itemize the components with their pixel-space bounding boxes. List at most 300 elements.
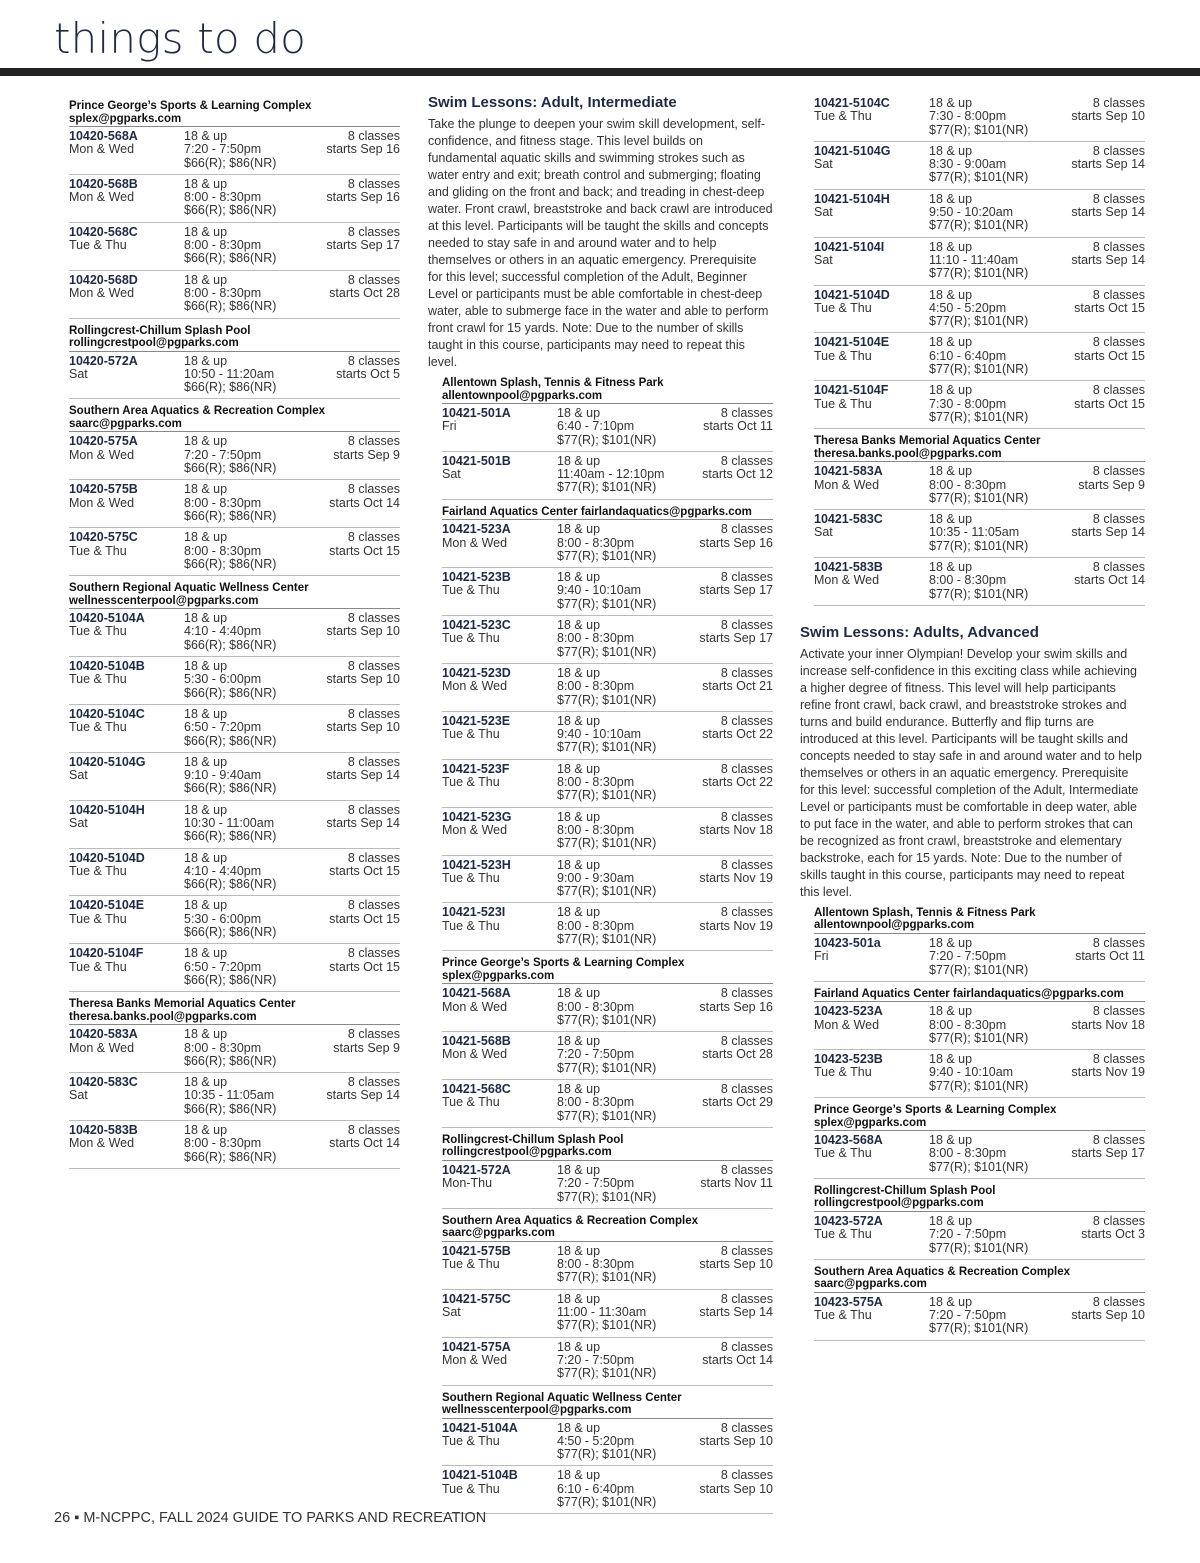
class-fee: $77(R); $101(NR) bbox=[557, 1012, 657, 1027]
class-row bbox=[69, 705, 400, 753]
class-count: 8 classes bbox=[347, 530, 400, 545]
class-days: Tue & Thu bbox=[814, 1308, 872, 1323]
class-days: Tue & Thu bbox=[814, 300, 872, 315]
class-row bbox=[69, 271, 400, 319]
class-days: Sat bbox=[69, 815, 88, 830]
class-spacer bbox=[814, 1242, 929, 1255]
class-days: Mon & Wed bbox=[814, 573, 880, 588]
class-code: 10421-568B bbox=[442, 1034, 511, 1049]
class-age: 18 & up bbox=[929, 1133, 973, 1148]
venue-line: Fairland Aquatics Center fairlandaquatics@pgparks.com bbox=[442, 505, 752, 518]
class-fee: $77(R); $101(NR) bbox=[557, 596, 657, 611]
class-age: 18 & up bbox=[557, 1034, 601, 1049]
class-days: Mon & Wed bbox=[69, 285, 135, 300]
class-spacer bbox=[69, 974, 184, 987]
class-start: starts Oct 15 bbox=[1074, 348, 1145, 363]
class-time: 5:30 - 6:00pm bbox=[184, 672, 262, 687]
class-spacer bbox=[814, 588, 929, 601]
class-days: Tue & Thu bbox=[442, 1095, 500, 1110]
class-time: 4:50 - 5:20pm bbox=[929, 300, 1007, 315]
class-time: 9:40 - 10:10am bbox=[929, 1065, 1014, 1080]
class-time: 8:00 - 8:30pm bbox=[929, 1017, 1007, 1032]
venue-line: theresa.banks.pool@pgparks.com bbox=[69, 1010, 257, 1023]
class-code: 10420-568B bbox=[69, 176, 138, 191]
class-start: starts Sep 14 bbox=[1071, 157, 1145, 172]
class-age: 18 & up bbox=[557, 1339, 601, 1354]
class-start: starts Oct 22 bbox=[702, 775, 773, 790]
class-time: 7:20 - 7:50pm bbox=[184, 142, 262, 157]
class-spacer bbox=[69, 687, 184, 700]
venue-header bbox=[442, 1392, 773, 1419]
class-fee: $77(R); $101(NR) bbox=[929, 218, 1029, 233]
class-row bbox=[69, 849, 400, 897]
class-age: 18 & up bbox=[929, 935, 973, 950]
class-fee: $77(R); $101(NR) bbox=[557, 692, 657, 707]
venue-header bbox=[814, 988, 1145, 1003]
class-code: 10420-583C bbox=[69, 1075, 138, 1090]
page-title: things to do bbox=[54, 14, 307, 63]
class-start: starts Nov 19 bbox=[699, 870, 773, 885]
class-spacer bbox=[814, 1032, 929, 1045]
venue-block bbox=[442, 1215, 773, 1386]
class-fee: $77(R); $101(NR) bbox=[929, 409, 1029, 424]
class-time: 8:00 - 8:30pm bbox=[184, 190, 262, 205]
class-start: starts Sep 10 bbox=[326, 624, 400, 639]
class-start: starts Oct 11 bbox=[703, 419, 773, 434]
class-row bbox=[814, 1212, 1145, 1260]
class-start: starts Oct 3 bbox=[1081, 1227, 1145, 1242]
class-age: 18 & up bbox=[557, 522, 601, 537]
class-time: 7:30 - 8:00pm bbox=[929, 109, 1007, 124]
class-time: 8:30 - 9:00am bbox=[929, 157, 1007, 172]
class-row bbox=[814, 510, 1145, 558]
venue-block bbox=[69, 998, 400, 1169]
class-fee: $66(R); $86(NR) bbox=[184, 251, 277, 266]
venue-header bbox=[814, 435, 1145, 462]
class-spacer bbox=[69, 510, 184, 523]
class-count: 8 classes bbox=[347, 224, 400, 239]
class-age: 18 & up bbox=[929, 1213, 973, 1228]
venue-header bbox=[814, 1185, 1145, 1212]
class-time: 10:30 - 11:00am bbox=[184, 815, 275, 830]
class-time: 8:00 - 8:30pm bbox=[184, 1040, 262, 1055]
class-time: 8:00 - 8:30pm bbox=[557, 918, 635, 933]
class-time: 8:00 - 8:30pm bbox=[557, 1095, 635, 1110]
class-row bbox=[814, 286, 1145, 334]
class-code: 10421-5104A bbox=[442, 1420, 518, 1435]
class-start: starts Oct 14 bbox=[702, 1352, 773, 1367]
class-start: starts Oct 14 bbox=[329, 1136, 400, 1151]
venue-line: Fairland Aquatics Center fairlandaquatics@pgparks.com bbox=[814, 987, 1124, 1000]
class-fee: $66(R); $86(NR) bbox=[184, 461, 277, 476]
class-time: 7:20 - 7:50pm bbox=[929, 1308, 1007, 1323]
class-code: 10423-523B bbox=[814, 1052, 883, 1067]
class-fee: $77(R); $101(NR) bbox=[929, 1240, 1029, 1255]
class-days: Tue & Thu bbox=[442, 631, 500, 646]
class-count: 8 classes bbox=[347, 802, 400, 817]
class-count: 8 classes bbox=[1092, 512, 1145, 527]
class-start: starts Oct 15 bbox=[329, 543, 400, 558]
class-spacer bbox=[814, 363, 929, 376]
class-time: 7:20 - 7:50pm bbox=[929, 949, 1007, 964]
class-fee: $77(R); $101(NR) bbox=[929, 266, 1029, 281]
class-count: 8 classes bbox=[1092, 1213, 1145, 1228]
class-time: 9:10 - 9:40am bbox=[184, 768, 262, 783]
class-spacer bbox=[69, 782, 184, 795]
class-time: 6:50 - 7:20pm bbox=[184, 959, 262, 974]
class-days: Tue & Thu bbox=[442, 775, 500, 790]
class-start: starts Oct 21 bbox=[702, 679, 773, 694]
class-age: 18 & up bbox=[557, 1468, 601, 1483]
class-spacer bbox=[814, 1161, 929, 1174]
class-code: 10421-583A bbox=[814, 464, 883, 479]
class-days: Tue & Thu bbox=[69, 238, 127, 253]
class-fee: $77(R); $101(NR) bbox=[557, 1366, 657, 1381]
class-start: starts Oct 15 bbox=[1074, 300, 1145, 315]
class-start: starts Oct 28 bbox=[329, 285, 400, 300]
class-spacer bbox=[442, 434, 557, 447]
venue-header bbox=[69, 405, 400, 432]
class-age: 18 & up bbox=[184, 802, 228, 817]
class-days: Tue & Thu bbox=[442, 1257, 500, 1272]
class-code: 10421-5104G bbox=[814, 143, 891, 158]
class-count: 8 classes bbox=[720, 522, 773, 537]
class-spacer bbox=[814, 219, 929, 232]
class-days: Tue & Thu bbox=[814, 109, 872, 124]
class-start: starts Oct 15 bbox=[329, 911, 400, 926]
class-listing-intermediate-continued bbox=[814, 94, 1145, 606]
class-count: 8 classes bbox=[720, 713, 773, 728]
class-code: 10421-523A bbox=[442, 522, 511, 537]
class-count: 8 classes bbox=[347, 898, 400, 913]
class-fee: $77(R); $101(NR) bbox=[557, 1495, 657, 1510]
class-spacer bbox=[442, 1014, 557, 1027]
class-start: starts Sep 10 bbox=[326, 672, 400, 687]
class-fee: $77(R); $101(NR) bbox=[929, 1321, 1029, 1336]
page-footer: 26 ▪ M-NCPPC, FALL 2024 GUIDE TO PARKS AND RECREATION bbox=[54, 1510, 487, 1526]
class-time: 7:20 - 7:50pm bbox=[557, 1176, 635, 1191]
class-time: 8:00 - 8:30pm bbox=[184, 543, 262, 558]
class-code: 10421-523E bbox=[442, 713, 511, 728]
class-age: 18 & up bbox=[184, 224, 228, 239]
class-time: 6:10 - 6:40pm bbox=[929, 348, 1007, 363]
class-age: 18 & up bbox=[184, 706, 228, 721]
class-days: Mon & Wed bbox=[69, 447, 135, 462]
class-fee: $77(R); $101(NR) bbox=[557, 1318, 657, 1333]
class-count: 8 classes bbox=[347, 272, 400, 287]
venue-header bbox=[69, 582, 400, 609]
class-row bbox=[442, 404, 773, 452]
venue-block bbox=[814, 988, 1145, 1098]
class-age: 18 & up bbox=[929, 96, 973, 110]
class-code: 10423-575A bbox=[814, 1294, 883, 1309]
venue-line: Allentown Splash, Tennis & Fitness Park bbox=[442, 377, 664, 389]
class-time: 6:50 - 7:20pm bbox=[184, 720, 262, 735]
class-time: 8:00 - 8:30pm bbox=[557, 775, 635, 790]
class-listing-advanced bbox=[814, 907, 1145, 1341]
class-count: 8 classes bbox=[1092, 96, 1145, 110]
class-age: 18 & up bbox=[557, 809, 601, 824]
class-code: 10421-5104C bbox=[814, 96, 890, 110]
class-count: 8 classes bbox=[347, 176, 400, 191]
class-row bbox=[814, 462, 1145, 510]
venue-line: Prince George’s Sports & Learning Complex bbox=[442, 957, 685, 970]
class-start: starts Sep 17 bbox=[699, 631, 773, 646]
venue-line: Prince George’s Sports & Learning Complex bbox=[814, 1104, 1057, 1117]
class-code: 10420-575C bbox=[69, 530, 138, 545]
class-days: Sat bbox=[69, 768, 88, 783]
class-age: 18 & up bbox=[557, 665, 601, 680]
class-fee: $77(R); $101(NR) bbox=[557, 932, 657, 946]
class-count: 8 classes bbox=[720, 1339, 773, 1354]
venue-block bbox=[814, 435, 1145, 606]
class-spacer bbox=[69, 300, 184, 313]
class-spacer bbox=[69, 462, 184, 475]
venue-header bbox=[442, 957, 773, 984]
class-spacer bbox=[442, 1062, 557, 1075]
class-time: 8:00 - 8:30pm bbox=[929, 1146, 1007, 1161]
class-count: 8 classes bbox=[720, 809, 773, 824]
class-days: Tue & Thu bbox=[69, 863, 127, 878]
class-time: 6:40 - 7:10pm bbox=[557, 419, 635, 434]
class-row bbox=[442, 1338, 773, 1386]
class-time: 8:00 - 8:30pm bbox=[929, 573, 1007, 588]
class-spacer bbox=[442, 550, 557, 563]
class-count: 8 classes bbox=[347, 434, 400, 449]
class-days: Mon & Wed bbox=[814, 1017, 880, 1032]
class-start: starts Sep 17 bbox=[699, 583, 773, 598]
class-time: 8:00 - 8:30pm bbox=[929, 477, 1007, 492]
class-days: Mon & Wed bbox=[442, 1047, 508, 1062]
class-spacer bbox=[814, 411, 929, 424]
class-age: 18 & up bbox=[929, 143, 973, 158]
venue-header bbox=[442, 1134, 773, 1161]
class-row bbox=[442, 903, 773, 951]
class-count: 8 classes bbox=[347, 482, 400, 497]
class-row bbox=[442, 1466, 773, 1514]
class-row bbox=[442, 1242, 773, 1290]
venue-header bbox=[442, 506, 773, 521]
class-days: Tue & Thu bbox=[442, 583, 500, 598]
class-fee: $66(R); $86(NR) bbox=[184, 781, 277, 796]
class-code: 10421-523H bbox=[442, 857, 511, 872]
section-title-intermediate: Swim Lessons: Adult, Intermediate bbox=[428, 94, 677, 111]
venue-line: splex@pgparks.com bbox=[69, 112, 182, 125]
class-count: 8 classes bbox=[1092, 935, 1145, 950]
class-start: starts Sep 10 bbox=[699, 1481, 773, 1496]
class-days: Mon & Wed bbox=[442, 1352, 508, 1367]
class-code: 10420-583B bbox=[69, 1123, 138, 1138]
class-count: 8 classes bbox=[1092, 1294, 1145, 1309]
class-spacer bbox=[442, 741, 557, 754]
class-start: starts Sep 17 bbox=[326, 238, 400, 253]
class-spacer bbox=[814, 1322, 929, 1335]
venue-line: Southern Area Aquatics & Recreation Complex bbox=[814, 1265, 1071, 1278]
venue-line: Rollingcrest-Chillum Splash Pool bbox=[69, 324, 251, 337]
class-row bbox=[69, 127, 400, 175]
class-fee: $77(R); $101(NR) bbox=[557, 644, 657, 659]
class-start: starts Nov 19 bbox=[1071, 1065, 1145, 1080]
class-start: starts Sep 16 bbox=[699, 535, 773, 550]
class-count: 8 classes bbox=[720, 1034, 773, 1049]
class-code: 10421-5104D bbox=[814, 287, 890, 302]
class-spacer bbox=[814, 315, 929, 328]
class-row bbox=[69, 223, 400, 271]
class-fee: $77(R); $101(NR) bbox=[929, 1159, 1029, 1174]
class-days: Sat bbox=[814, 525, 833, 540]
section-description-intermediate: Take the plunge to deepen your swim skill development, self-confidence, and fitness stage. This level builds on fundamental aquatic skills and swimming strokes such as water entry and exit; breath control and submerging; floating and gliding on the front and back; and treading in chest-deep water. Front crawl, breaststroke and back crawl are introduced at this level. Participants will be taught the skills and concepts needed to stay safe in and around water and to help themselves or others in an aquatic emergency. Prerequisite for this level; successful completion of the Adult, Beginner Level or participants must be able comfortable in chest-deep water, able to submerge face in the water and able to perform front crawl for 15 yards. Note: Due to the number of skills taught in this course, participants may need to repeat this level. bbox=[428, 117, 773, 369]
venue-header bbox=[814, 1104, 1145, 1131]
class-count: 8 classes bbox=[1092, 143, 1145, 158]
class-days: Mon & Wed bbox=[69, 1040, 135, 1055]
venue-line: Prince George’s Sports & Learning Complex bbox=[69, 100, 312, 112]
class-code: 10420-5104B bbox=[69, 659, 145, 674]
class-row bbox=[69, 657, 400, 705]
class-start: starts Oct 11 bbox=[1075, 949, 1145, 964]
class-start: starts Nov 18 bbox=[1071, 1017, 1145, 1032]
class-fee: $77(R); $101(NR) bbox=[557, 740, 657, 755]
class-count: 8 classes bbox=[347, 129, 400, 143]
venue-block bbox=[814, 1266, 1145, 1341]
class-age: 18 & up bbox=[557, 761, 601, 776]
class-count: 8 classes bbox=[720, 1243, 773, 1258]
venue-line: saarc@pgparks.com bbox=[814, 1278, 927, 1291]
class-count: 8 classes bbox=[720, 1420, 773, 1435]
class-spacer bbox=[442, 933, 557, 946]
class-fee: $77(R); $101(NR) bbox=[557, 836, 657, 851]
class-code: 10421-568A bbox=[442, 986, 511, 1001]
class-days: Mon & Wed bbox=[442, 999, 508, 1014]
class-fee: $77(R); $101(NR) bbox=[929, 586, 1029, 601]
venue-header bbox=[69, 325, 400, 352]
class-row bbox=[442, 1419, 773, 1467]
venue-line: Allentown Splash, Tennis & Fitness Park bbox=[814, 906, 1036, 919]
class-row bbox=[814, 934, 1145, 982]
class-start: starts Sep 14 bbox=[326, 815, 400, 830]
class-spacer bbox=[69, 252, 184, 265]
class-start: starts Sep 9 bbox=[333, 1040, 400, 1055]
venue-line: saarc@pgparks.com bbox=[69, 417, 182, 430]
class-row bbox=[442, 808, 773, 856]
venue-header bbox=[442, 1215, 773, 1242]
class-days: Tue & Thu bbox=[69, 911, 127, 926]
class-days: Tue & Thu bbox=[69, 672, 127, 687]
class-time: 7:20 - 7:50pm bbox=[557, 1047, 635, 1062]
venue-line: allentownpool@pgparks.com bbox=[442, 389, 603, 402]
class-row bbox=[69, 1121, 400, 1169]
class-days: Sat bbox=[814, 252, 833, 267]
class-count: 8 classes bbox=[1092, 1052, 1145, 1067]
class-spacer bbox=[814, 492, 929, 505]
class-time: 8:00 - 8:30pm bbox=[184, 1136, 262, 1151]
venue-line: allentownpool@pgparks.com bbox=[814, 919, 975, 932]
class-code: 10420-5104H bbox=[69, 802, 145, 817]
section-title-advanced: Swim Lessons: Adults, Advanced bbox=[800, 623, 1039, 641]
class-time: 7:20 - 7:50pm bbox=[929, 1227, 1007, 1242]
class-row bbox=[442, 616, 773, 664]
class-start: starts Sep 9 bbox=[333, 447, 400, 462]
class-code: 10421-5104I bbox=[814, 239, 885, 254]
class-days: Tue & Thu bbox=[814, 1227, 872, 1242]
class-fee: $77(R); $101(NR) bbox=[929, 122, 1029, 137]
class-row bbox=[814, 238, 1145, 286]
class-start: starts Nov 19 bbox=[699, 918, 773, 933]
class-code: 10420-572A bbox=[69, 353, 138, 368]
class-days: Mon & Wed bbox=[69, 142, 135, 157]
class-fee: $66(R); $86(NR) bbox=[184, 972, 277, 987]
venue-line: Theresa Banks Memorial Aquatics Center bbox=[814, 435, 1041, 448]
class-spacer bbox=[814, 964, 929, 977]
class-count: 8 classes bbox=[1092, 560, 1145, 575]
class-age: 18 & up bbox=[557, 857, 601, 872]
class-spacer bbox=[69, 204, 184, 217]
class-code: 10421-583B bbox=[814, 560, 883, 575]
class-time: 8:00 - 8:30pm bbox=[184, 238, 262, 253]
section-description-advanced: Activate your inner Olympian! Develop your swim skills and increase self-confidence in this exciting class while achieving a higher degree of fitness. This level will help participants refine front crawl, back crawl, and breaststroke strokes and turns and build endurance. Butterfly and flip turns are introduced at this level. Participants will be taught skills and concepts needed to stay safe in and around water and to help themselves or others in an aquatic emergency. Prerequisite for this level: successful completion of the Adult, Intermediate Level or participants must be comfortable in deep water, able to put face in the water, and able to perform strokes that can be recognized as front crawl, breaststroke and elementary backstroke, each for 15 yards. Note: Due to the number of skills taught in this course, participants may need to repeat this level. bbox=[800, 646, 1142, 899]
class-start: starts Sep 14 bbox=[699, 1305, 773, 1320]
class-age: 18 & up bbox=[557, 1420, 601, 1435]
venue-block bbox=[442, 1392, 773, 1515]
class-row bbox=[69, 1073, 400, 1121]
class-spacer bbox=[442, 1448, 557, 1461]
class-age: 18 & up bbox=[184, 659, 228, 674]
class-fee: $77(R); $101(NR) bbox=[929, 362, 1029, 377]
class-code: 10421-523D bbox=[442, 665, 511, 680]
class-age: 18 & up bbox=[557, 618, 601, 633]
class-row bbox=[69, 175, 400, 223]
class-row bbox=[69, 480, 400, 528]
class-code: 10420-5104A bbox=[69, 611, 145, 626]
class-time: 10:35 - 11:05am bbox=[929, 525, 1020, 540]
venue-block bbox=[69, 100, 400, 319]
class-time: 11:00 - 11:30am bbox=[557, 1305, 647, 1320]
class-days: Tue & Thu bbox=[442, 918, 500, 933]
class-fee: $66(R); $86(NR) bbox=[184, 829, 277, 844]
venue-line: Theresa Banks Memorial Aquatics Center bbox=[69, 998, 296, 1011]
class-code: 10420-583A bbox=[69, 1027, 138, 1042]
venue-header bbox=[814, 1266, 1145, 1293]
class-days: Mon & Wed bbox=[442, 679, 508, 694]
class-row bbox=[814, 381, 1145, 429]
class-code: 10423-523A bbox=[814, 1004, 883, 1019]
class-age: 18 & up bbox=[184, 129, 228, 143]
venue-header bbox=[442, 377, 773, 404]
class-days: Tue & Thu bbox=[69, 543, 127, 558]
class-code: 10421-5104H bbox=[814, 191, 890, 206]
class-days: Mon & Wed bbox=[69, 495, 135, 510]
class-age: 18 & up bbox=[184, 611, 228, 626]
class-code: 10421-575A bbox=[442, 1339, 511, 1354]
class-row bbox=[69, 801, 400, 849]
class-age: 18 & up bbox=[184, 482, 228, 497]
class-spacer bbox=[69, 878, 184, 891]
venue-block bbox=[442, 957, 773, 1128]
venue-block bbox=[442, 377, 773, 500]
class-time: 9:40 - 10:10am bbox=[557, 727, 642, 742]
class-age: 18 & up bbox=[557, 570, 601, 585]
class-code: 10421-523I bbox=[442, 905, 506, 920]
venue-block bbox=[814, 1185, 1145, 1260]
class-age: 18 & up bbox=[557, 1082, 601, 1097]
class-age: 18 & up bbox=[184, 1075, 228, 1090]
class-row bbox=[814, 1131, 1145, 1179]
class-age: 18 & up bbox=[557, 986, 601, 1001]
class-fee: $77(R); $101(NR) bbox=[557, 548, 657, 563]
class-count: 8 classes bbox=[720, 1082, 773, 1097]
venue-line: splex@pgparks.com bbox=[814, 1116, 927, 1129]
column-2 bbox=[428, 94, 773, 1518]
class-start: starts Sep 16 bbox=[699, 999, 773, 1014]
